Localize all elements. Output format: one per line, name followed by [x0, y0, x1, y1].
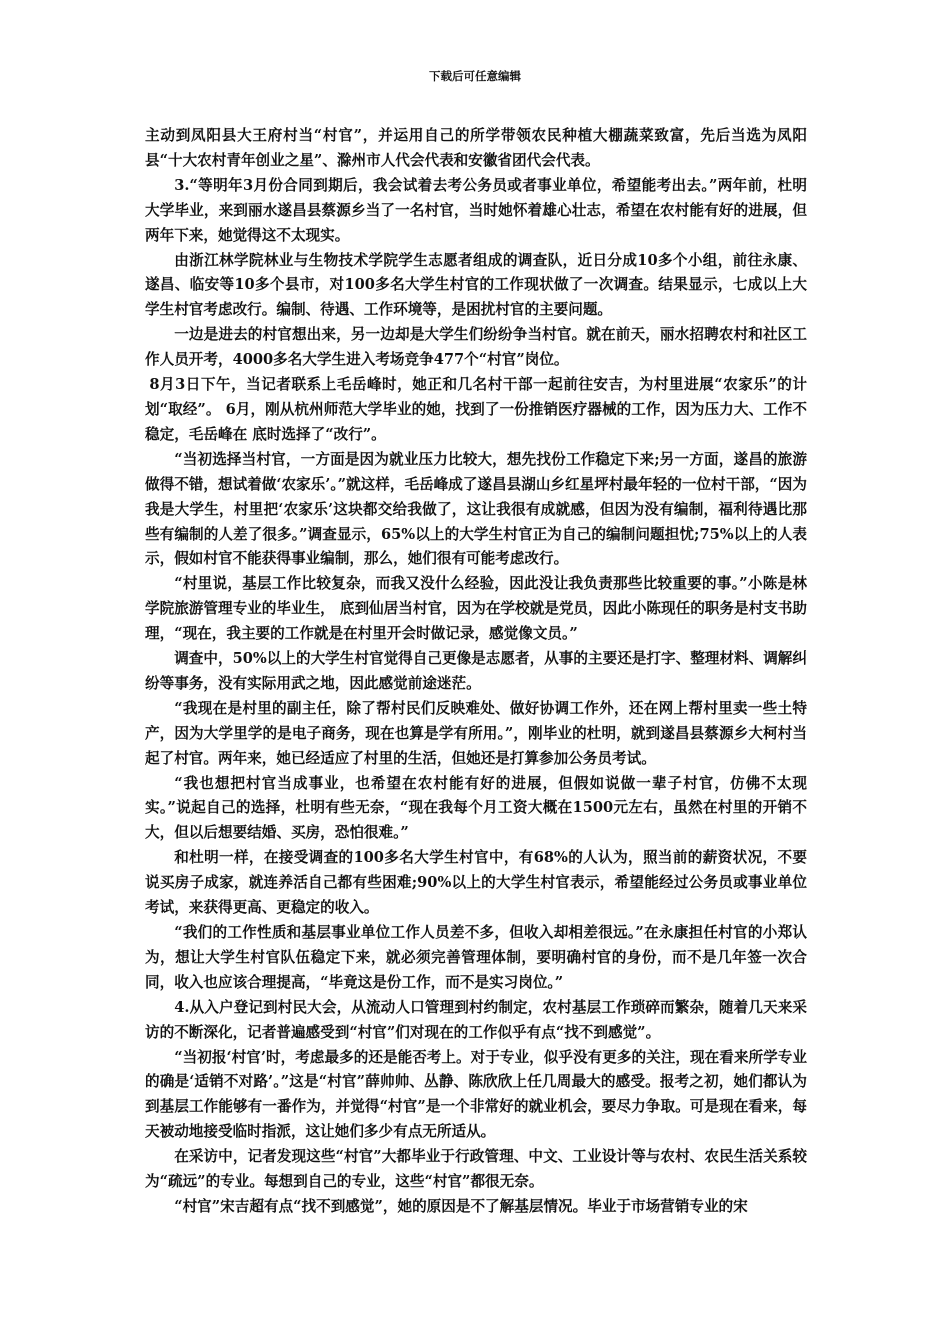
paragraph: 3.“等明年3月份合同到期后，我会试着去考公务员或者事业单位，希望能考出去。”两年前，杜明大学毕业，来到丽水遂昌县蔡源乡当了一名村官，当时她怀着雄心壮志，希望在农村能有好的进展，但两年下来，她觉得这不太现实。	[145, 176, 807, 244]
paragraph: 由浙江林学院林业与生物技术学院学生志愿者组成的调查队，近日分成10多个小组，前往永康、遂昌、临安等10多个县市，对100多名大学生村官的工作现状做了一次调查。结果显示，七成以上大学生村官考虑改行。编制、待遇、工作环境等，是困扰村官的主要问题。	[145, 251, 807, 319]
paragraph: “当初选择当村官，一方面是因为就业压力比较大，想先找份工作稳定下来;另一方面，遂昌的旅游做得不错，想试着做‘农家乐’。”就这样，毛岳峰成了遂昌县湖山乡红星坪村最年轻的一位村干部，“因为我是大学生，村里把‘农家乐’这块都交给我做了，这让我很有成就感，但因为没有编制，福利待遇比那些有编制的人差了很多。”调查显示，65%以上的大学生村官正为自己的编制问题担忧;75%以上的人表示，假如村官不能获得事业编制，那么，她们很有可能考虑改行。	[145, 450, 807, 568]
paragraph: 8月3日下午，当记者联系上毛岳峰时，她正和几名村干部一起前往安吉，为村里进展“农家乐”的计划“取经”。 6月，刚从杭州师范大学毕业的她，找到了一份推销医疗器械的工作，因为压力大、工作不稳定，毛岳峰在 底时选择了“改行”。	[145, 376, 807, 443]
paragraph: “当初报‘村官’时，考虑最多的还是能否考上。对于专业，似乎没有更多的关注，现在看来所学专业的确是‘适销不对路’。”这是“村官”薛帅帅、丛静、陈欣欣上任几周最大的感受。报考之初，她们都认为到基层工作能够有一番作为，并觉得“村官”是一个非常好的就业机会，要尽力争取。可是现在看来，每天被动地接受临时指派，这让她们多少有点无所适从。	[145, 1048, 807, 1141]
paragraph: “我现在是村里的副主任，除了帮村民们反映难处、做好协调工作外，还在网上帮村里卖一些土特产，因为大学里学的是电子商务，现在也算是学有所用。”，刚毕业的杜明，就到遂昌县蔡源乡大柯村当起了村官。两年来，她已经适应了村里的生活，但她还是打算参加公务员考试。	[145, 699, 807, 767]
paragraph: 4.从入户登记到村民大会，从流动人口管理到村约制定，农村基层工作琐碎而繁杂，随着几天来采访的不断深化，记者普遍感受到“村官”们对现在的工作似乎有点“找不到感觉”。	[145, 998, 807, 1041]
paragraph: 一边是进去的村官想出来，另一边却是大学生们纷纷争当村官。就在前天，丽水招聘农村和社区工作人员开考，4000多名大学生进入考场竞争477个“村官”岗位。	[145, 326, 807, 369]
paragraph: “我也想把村官当成事业，也希望在农村能有好的进展，但假如说做一辈子村官，仿佛不太现实。”说起自己的选择，杜明有些无奈，“现在我每个月工资大概在1500元左右，虽然在村里的开销不大，但以后想要结婚、买房，恐怕很难。”	[145, 774, 807, 842]
paragraph: “村里说，基层工作比较复杂，而我又没什么经验，因此没让我负责那些比较重要的事。”小陈是林学院旅游管理专业的毕业生， 底到仙居当村官，因为在学校就是党员，因此小陈现任的职务是村支书助理，“现在，我主要的工作就是在村里开会时做记录，感觉像文员。”	[145, 575, 807, 643]
paragraph: 主动到凤阳县大王府村当“村官”，并运用自己的所学带领农民种植大棚蔬菜致富，先后当选为凤阳县“十大农村青年创业之星”、滁州市人代会代表和安徽省团代会代表。	[145, 127, 807, 169]
page-header: 下载后可任意编辑	[429, 69, 521, 83]
paragraph: 在采访中，记者发现这些“村官”大都毕业于行政管理、中文、工业设计等与农村、农民生活关系较为“疏远”的专业。每想到自己的专业，这些“村官”都很无奈。	[145, 1148, 807, 1191]
article-body	[145, 124, 807, 1220]
paragraph: 调查中，50%以上的大学生村官觉得自己更像是志愿者，从事的主要还是打字、整理材料、调解纠纷等事务，没有实际用武之地，因此感觉前途迷茫。	[145, 650, 807, 692]
paragraph: “村官”宋吉超有点“找不到感觉”，她的原因是不了解基层情况。毕业于市场营销专业的宋	[174, 1197, 748, 1215]
paragraph: 和杜明一样，在接受调查的100多名大学生村官中，有68%的人认为，照当前的薪资状况，不要说买房子成家，就连养活自己都有些困难;90%以上的大学生村官表示，希望能经过公务员或事业单位考试，来获得更高、更稳定的收入。	[145, 849, 807, 917]
paragraph: “我们的工作性质和基层事业单位工作人员差不多，但收入却相差很远。”在永康担任村官的小郑认为，想让大学生村官队伍稳定下来，就必须完善管理体制，要明确村官的身份，而不是几年签一次合同，收入也应该合理提高，“毕竟这是份工作，而不是实习岗位。”	[145, 924, 807, 991]
